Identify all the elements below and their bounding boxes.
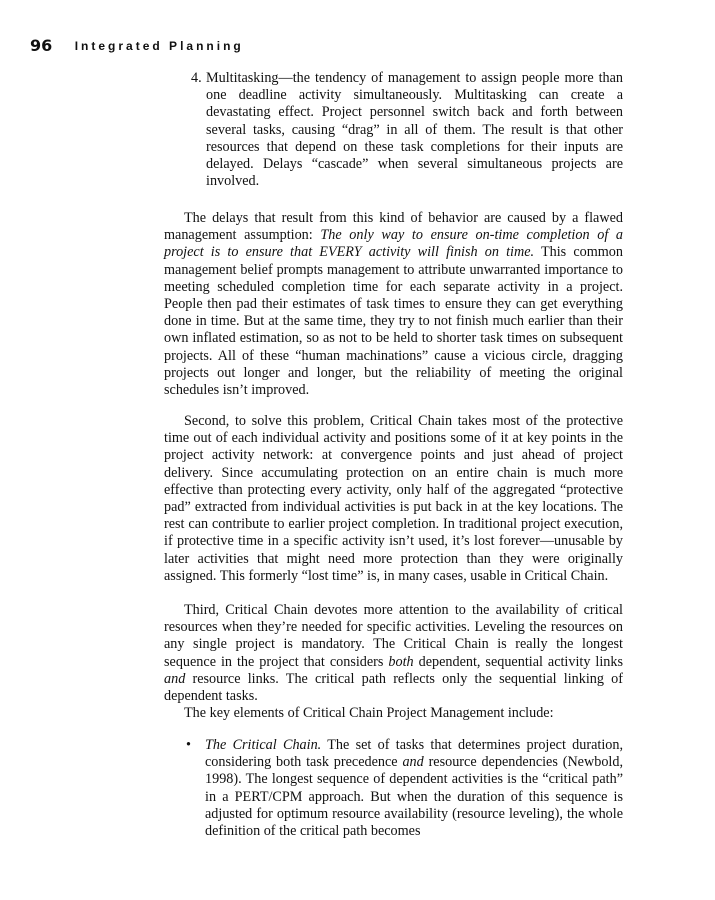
paragraph-middle: dependent, sequential activity links [413,653,624,670]
paragraph-key-elements [164,705,623,722]
list-item-text: Multitasking—the tendency of management to assign people more than one deadline activity simultaneously. Multitasking can create a devastating effect. Project personnel switch back and forth between several tasks, causing “drag” in all of them. The result is that other resources that depend on these task completions for their inputs are delayed. Delays “cascade” when several simultaneous projects are involved. [206,70,623,190]
emphasis-text: The only way to ensure on-time completion of a project is to ensure that EVERY activity will finish on time. [164,227,624,261]
paragraph-third [164,602,623,705]
bullet-lead: The set of tasks that determines project duration, considering both task precedence [205,737,623,771]
bullet-icon: • [186,737,191,753]
paragraph-text [164,210,623,399]
paragraph-second [164,413,623,585]
page-header [30,36,244,56]
paragraph-rest: resource links. The critical path reflects only the sequential linking of dependent tasks. [164,670,623,705]
paragraph-delays [164,210,623,399]
paragraph-text [164,602,623,705]
paragraph-text: The key elements of Critical Chain Project Management include: [184,705,554,721]
running-head: Integrated Planning [74,39,244,53]
paragraph-lead: The delays that result from this kind of behavior are caused by a flawed management assumption: [164,210,623,244]
paragraph-text: Second, to solve this problem, Critical Chain takes most of the protective time out of each individual activity and positions some of it at key points in the project activity network: at convergence points and just ahead of project delivery. Since accumulating protection on an entire chain is much more effective than protecting every activity, only half of the aggregated “protective pad” extracted from individual activities is put back in at the key locations. The rest can contribute to earlier project completion. In traditional project execution, if protective time in a specific activity isn’t used, it’s lost forever—unusable by later activities that might need more protection than they were originally assigned. This formerly “lost time” is, in many cases, usable in Critical Chain. [164,413,623,584]
emphasis-text: and [402,754,424,771]
bullet-text [205,737,623,840]
paragraph-rest: This common management belief prompts management to attribute unwarranted importance to meeting scheduled completion time for each separate activity in a project. People then pad their estimates of task times to ensure they can get everything done in time. But at the same time, they try to not finish much earlier than their own inflated estimation, so as not to be held to shorter task times on subsequent projects. All of these “human machinations” cause a vicious circle, dragging projects out longer and longer, but the reliability of meeting the original schedules isn’t improved. [164,244,623,399]
page-number: 96 [30,36,53,55]
bullet-rest: resource dependencies (Newbold, 1998). The longest sequence of dependent activities is the “critical path” in a PERT/CPM approach. But when the duration of this sequence is adjusted for optimum resource availability (resource leveling), the whole definition of the critical path becomes [205,754,623,840]
bullet-term: The Critical Chain. [205,737,322,753]
emphasis-text: and [164,670,186,687]
paragraph-lead: Third, Critical Chain devotes more attention to the availability of critical resources when they’re needed for specific activities. Leveling the resources on any single project is mandatory. The Critical Chain is really the longest sequence in the project that considers [164,602,623,670]
emphasis-text: both [388,653,414,670]
list-number: 4. [191,70,202,86]
